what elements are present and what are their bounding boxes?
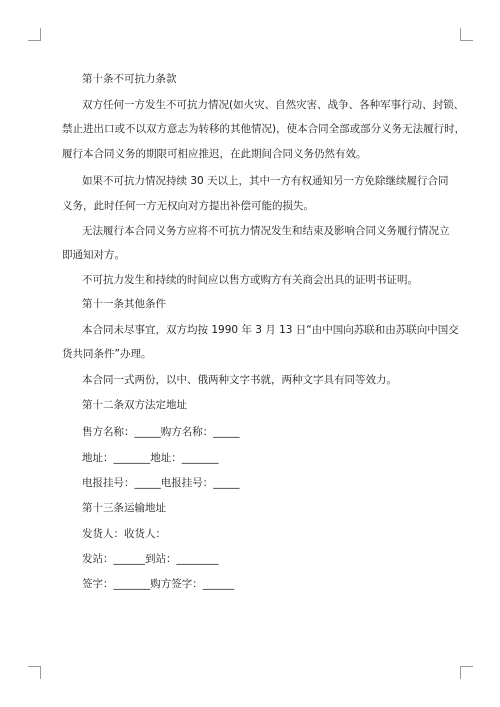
crop-mark-top-right bbox=[460, 28, 473, 41]
paragraph-line: 无法履行本合同义务方应将不可抗力情况发生和结束及影响合同义务履行情况立 bbox=[82, 225, 450, 237]
paragraph-line: 双方任何一方发生不可抗力情况(如火灾、自然灾害、战争、各种军事行动、封锁、 bbox=[82, 99, 465, 111]
paragraph-line: 即通知对方。 bbox=[62, 249, 125, 261]
form-line-address: 地址：_______地址：_______ bbox=[82, 452, 219, 464]
form-line-names: 售方名称：_____购方名称：_____ bbox=[82, 426, 240, 438]
section-12-heading: 第十二条双方法定地址 bbox=[82, 399, 187, 411]
section-13-heading: 第十三条运输地址 bbox=[82, 502, 166, 514]
paragraph-line: 禁止进出口或不以双方意志为转移的其他情况)，使本合同全部或部分义务无法履行时， bbox=[62, 123, 466, 135]
form-line-signature: 签字：_______购方签字：______ bbox=[82, 578, 235, 590]
form-line-stations: 发站：______到站：________ bbox=[82, 553, 219, 565]
form-line-telegraph: 电报挂号：_____电报挂号：_____ bbox=[82, 477, 240, 489]
paragraph-line: 如果不可抗力情况持续 30 天以上，其中一方有权通知另一方免除继续履行合同 bbox=[82, 175, 449, 187]
paragraph-line: 履行本合同义务的期限可相应推迟，在此期间合同义务仍然有效。 bbox=[62, 148, 367, 160]
section-10-heading: 第十条不可抗力条款 bbox=[82, 73, 177, 85]
paragraph-line: 义务，此时任何一方无权向对方提出补偿可能的损失。 bbox=[62, 200, 314, 212]
crop-mark-bottom-left bbox=[28, 666, 41, 679]
paragraph-line: 本合同未尽事宜，双方均按 1990 年 3 月 13 日“由中国向苏联和由苏联向中国交 bbox=[82, 324, 459, 336]
form-line-shipper: 发货人：收货人： bbox=[82, 528, 166, 540]
crop-mark-bottom-right bbox=[460, 666, 473, 679]
paragraph-line: 本合同一式两份，以中、俄两种文字书就，两种文字具有同等效力。 bbox=[82, 374, 397, 386]
crop-mark-top-left bbox=[28, 28, 41, 41]
section-11-heading: 第十一条其他条件 bbox=[82, 298, 166, 310]
paragraph-line: 不可抗力发生和持续的时间应以售方或购方有关商会出具的证明书证明。 bbox=[82, 274, 418, 286]
paragraph-line: 货共同条件”办理。 bbox=[62, 348, 152, 360]
